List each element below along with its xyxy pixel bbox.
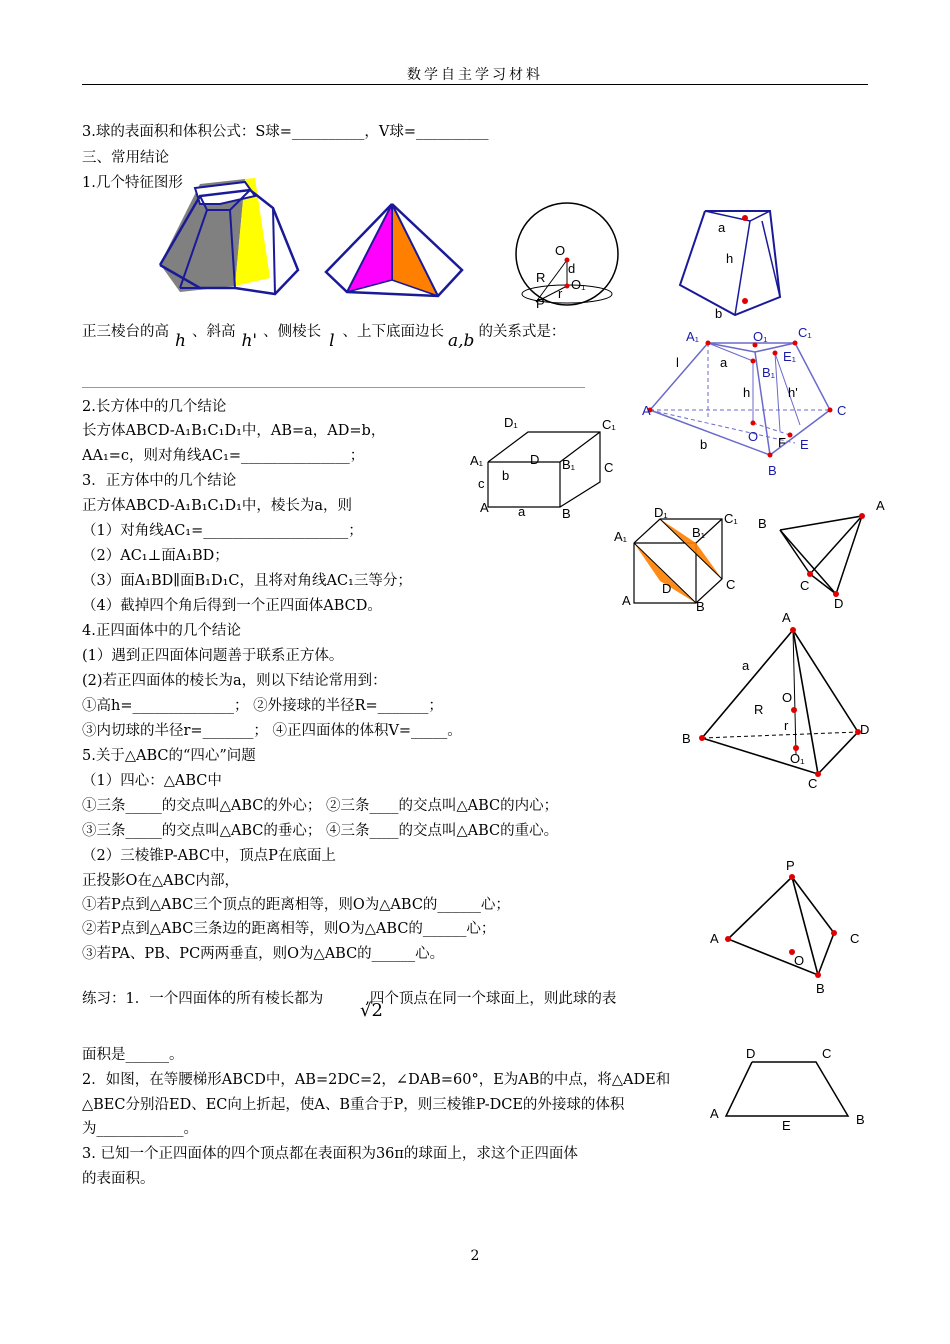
label-a: a bbox=[718, 220, 726, 235]
label-A1: A₁ bbox=[470, 453, 484, 468]
label-E: E bbox=[782, 1118, 791, 1133]
label-r: r bbox=[558, 286, 563, 301]
label-A: A bbox=[642, 403, 651, 418]
text-line: （3）面A₁BD∥面B₁D₁C，且将对角线AC₁三等分； bbox=[82, 573, 412, 589]
triangular-frustum-figure bbox=[640, 325, 855, 480]
frustum-figure-2 bbox=[675, 205, 795, 323]
box-figure bbox=[468, 412, 628, 522]
label-b: b bbox=[700, 437, 708, 452]
label-O1: O₁ bbox=[790, 751, 805, 766]
subheading: 3．正方体中的几个结论 bbox=[82, 473, 237, 489]
header-rule bbox=[82, 84, 868, 85]
text-line: 正方体ABCD-A₁B₁C₁D₁中，棱长为a，则 bbox=[82, 498, 353, 514]
page-number: 2 bbox=[470, 1248, 480, 1264]
text-segment: 的关系式是： bbox=[478, 324, 566, 340]
label-A: A bbox=[480, 500, 489, 515]
label-B: B bbox=[768, 463, 777, 478]
page-header: 数学自主学习材料 bbox=[407, 67, 543, 83]
label-a: a bbox=[518, 504, 526, 519]
text-line: 3.球的表面积和体积公式：S球=__________，V球=__________ bbox=[82, 124, 489, 140]
text-segment: 练习：1．一个四面体的所有棱长都为 bbox=[82, 991, 324, 1007]
label-A: A bbox=[710, 931, 719, 946]
label-D: D bbox=[860, 722, 870, 737]
text-line: 正投影O在△ABC内部， bbox=[82, 873, 240, 889]
label-a: a bbox=[720, 355, 728, 370]
text-segment: 、斜高 bbox=[191, 324, 236, 340]
subheading: 4.正四面体中的几个结论 bbox=[82, 623, 241, 639]
label-C: C bbox=[850, 931, 860, 946]
text-line: ①若P点到△ABC三个顶点的距离相等，则O为△ABC的______心； bbox=[82, 897, 510, 913]
label-B: B bbox=[816, 981, 825, 996]
tetra-figure bbox=[678, 606, 878, 796]
math-h: h bbox=[175, 331, 186, 351]
text-line: （2）AC₁⊥面A₁BD； bbox=[82, 548, 229, 564]
text-line: 为____________。 bbox=[82, 1121, 198, 1137]
pyramid-pabc-figure bbox=[706, 855, 866, 1000]
label-P: P bbox=[786, 858, 795, 873]
label-a: a bbox=[742, 658, 750, 673]
label-C: C bbox=[837, 403, 847, 418]
label-P: P bbox=[536, 296, 545, 311]
text-line: （1）对角线AC₁=____________________； bbox=[82, 523, 363, 539]
label-C1: C₁ bbox=[602, 417, 616, 432]
label-D: D bbox=[530, 452, 540, 467]
text-line: 长方体ABCD-A₁B₁C₁D₁中，AB=a，AD=b， bbox=[82, 423, 386, 439]
text-segment: 、侧棱长 bbox=[263, 324, 322, 340]
text-line: (1）遇到正四面体问题善于联系正方体。 bbox=[82, 648, 344, 664]
text-line: 3. 已知一个正四面体的四个顶点都在表面积为36π的球面上，求这个正四面体 bbox=[82, 1146, 578, 1162]
label-C: C bbox=[822, 1046, 832, 1061]
label-O: O bbox=[794, 953, 805, 968]
label-E1: E₁ bbox=[783, 349, 797, 364]
label-B: B bbox=[562, 506, 571, 521]
frustum-figure-1 bbox=[155, 188, 305, 304]
section-heading: 三、常用结论 bbox=[82, 150, 169, 166]
label-O: O bbox=[782, 690, 793, 705]
label-O1: O₁ bbox=[753, 329, 768, 344]
label-B1: B₁ bbox=[762, 365, 776, 380]
label-O1: O₁ bbox=[571, 277, 586, 292]
text-line: ③若PA、PB、PC两两垂直，则O为△ABC的______心。 bbox=[82, 946, 445, 962]
text-line: ①三条_____的交点叫△ABC的外心； ②三条____的交点叫△ABC的内心； bbox=[82, 798, 559, 814]
math-sqrt2: √2 bbox=[360, 1000, 383, 1021]
text-line: ②若P点到△ABC三条边的距离相等，则O为△ABC的______心； bbox=[82, 921, 496, 937]
label-C1: C₁ bbox=[798, 325, 812, 340]
label-C: C bbox=[726, 577, 736, 592]
label-C: C bbox=[800, 578, 810, 593]
math-l: l bbox=[329, 331, 335, 351]
label-B: B bbox=[856, 1112, 865, 1127]
label-F: F bbox=[778, 435, 786, 450]
label-R: R bbox=[754, 702, 764, 717]
label-D: D bbox=[662, 581, 672, 596]
label-A: A bbox=[876, 498, 885, 513]
tetra-small-figure bbox=[752, 496, 892, 611]
text-segment: 正三棱台的高 bbox=[82, 324, 169, 340]
math-ab: a,b bbox=[448, 331, 475, 351]
trapezoid-figure bbox=[708, 1040, 868, 1135]
label-E: E bbox=[800, 437, 809, 452]
label-O: O bbox=[748, 429, 759, 444]
label-B1: B₁ bbox=[692, 525, 706, 540]
subheading: 2.长方体中的几个结论 bbox=[82, 399, 227, 415]
label-D1: D₁ bbox=[654, 505, 668, 520]
frustum-relation-line bbox=[82, 322, 566, 351]
label-C: C bbox=[808, 776, 818, 791]
label-d: d bbox=[568, 261, 576, 276]
text-line: 2．如图，在等腰梯形ABCD中，AB=2DC=2，∠DAB=60°，E为AB的中点，将△ADE和 bbox=[82, 1072, 671, 1088]
pyramid-figure bbox=[322, 200, 466, 304]
text-segment: ,四个顶点在同一个球面上，则此球的表 bbox=[365, 991, 617, 1007]
subheading: 5.关于△ABC的“四心”问题 bbox=[82, 748, 256, 764]
text-line: 面积是______。 bbox=[82, 1047, 184, 1063]
text-line: （2）三棱锥P-ABC中，顶点P在底面上 bbox=[82, 848, 336, 864]
math-hprime: h' bbox=[241, 331, 258, 351]
text-line: AA₁=c，则对角线AC₁=_______________； bbox=[82, 448, 365, 464]
label-D1: D₁ bbox=[504, 415, 518, 430]
label-R: R bbox=[536, 270, 546, 285]
text-line: ③三条_____的交点叫△ABC的垂心； ④三条____的交点叫△ABC的重心。 bbox=[82, 823, 559, 839]
label-c: c bbox=[478, 476, 485, 491]
label-D: D bbox=[834, 596, 844, 611]
label-C1: C₁ bbox=[724, 511, 738, 526]
label-D: D bbox=[746, 1046, 756, 1061]
text-line: （4）截掉四个角后得到一个正四面体ABCD。 bbox=[82, 598, 382, 614]
subheading: 1.几个特征图形 bbox=[82, 175, 183, 191]
label-A: A bbox=[710, 1106, 719, 1121]
text-line: ③内切球的半径r=_______； ④正四面体的体积V=_____。 bbox=[82, 723, 462, 739]
label-O: O bbox=[555, 243, 566, 258]
label-A1: A₁ bbox=[686, 329, 700, 344]
text-line: (2)若正四面体的棱长为a，则以下结论常用到： bbox=[82, 673, 387, 689]
text-line: △BEC分别沿ED、EC向上折起，使A、B重合于P，则三棱锥P-DCE的外接球的体积 bbox=[82, 1097, 625, 1113]
label-C: C bbox=[604, 460, 614, 475]
cube-figure bbox=[612, 505, 747, 615]
label-B: B bbox=[696, 599, 705, 614]
label-l: l bbox=[676, 355, 679, 370]
label-B: B bbox=[758, 516, 767, 531]
text-line: （1）四心：△ABC中 bbox=[82, 773, 222, 789]
exercise-1-line bbox=[82, 990, 616, 1008]
label-A: A bbox=[622, 593, 631, 608]
text-line: ①高h=______________； ②外接球的半径R=_______； bbox=[82, 698, 443, 714]
label-h: h bbox=[743, 385, 751, 400]
label-B: B bbox=[682, 731, 691, 746]
label-b: b bbox=[715, 306, 723, 321]
label-r: r bbox=[784, 718, 789, 733]
answer-rule bbox=[82, 387, 585, 388]
label-A: A bbox=[782, 610, 791, 625]
label-hprime: h' bbox=[788, 385, 798, 400]
label-h: h bbox=[726, 251, 734, 266]
text-line: 的表面积。 bbox=[82, 1171, 155, 1187]
sphere-figure bbox=[510, 202, 625, 312]
text-segment: 、上下底面边长 bbox=[342, 324, 445, 340]
label-A1: A₁ bbox=[614, 529, 628, 544]
label-B1: B₁ bbox=[562, 457, 576, 472]
label-b: b bbox=[502, 468, 510, 483]
